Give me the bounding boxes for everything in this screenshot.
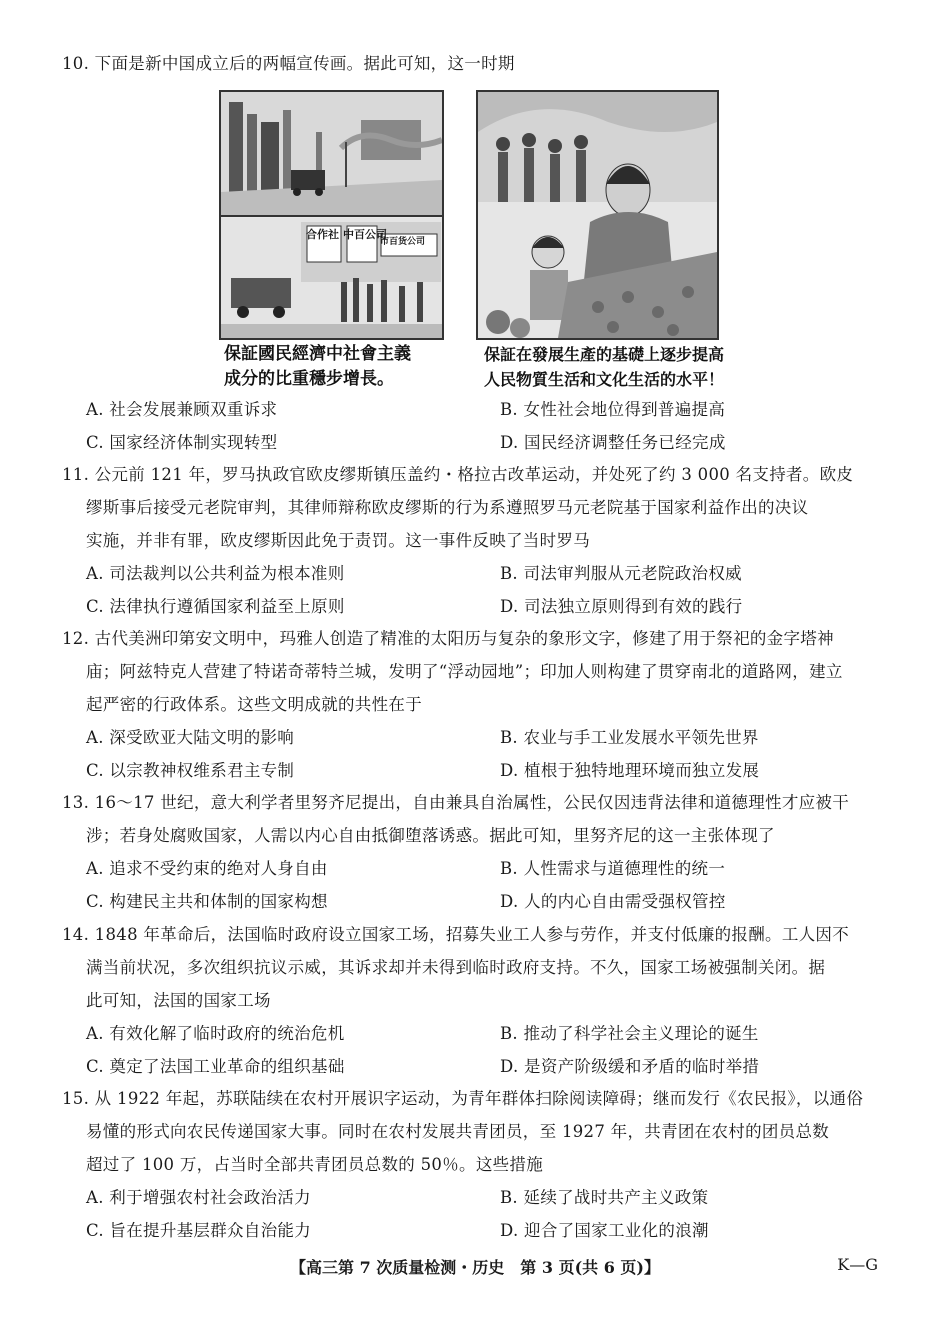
- option-a[interactable]: A. 司法裁判以公共利益为根本准则: [86, 564, 345, 583]
- option-c[interactable]: C. 奠定了法国工业革命的组织基础: [86, 1057, 345, 1076]
- question-11: [62, 458, 882, 623]
- stem-line: 15. 从 1922 年起，苏联陆续在农村开展识字运动，为青年群体扫除阅读障碍；继而发行《农民报》，以通俗: [62, 1089, 864, 1108]
- stem-line: 超过了 100 万，占当时全部共青团员总数的 50％。这些措施: [86, 1155, 544, 1174]
- question-stem: [62, 786, 882, 852]
- option-c[interactable]: C. 构建民主共和体制的国家构想: [86, 892, 328, 911]
- question-stem: [62, 458, 882, 557]
- option-a[interactable]: A. 深受欧亚大陆文明的影响: [86, 728, 295, 747]
- question-15: [62, 1082, 882, 1247]
- option-b[interactable]: B. 延续了战时共产主义政策: [500, 1188, 709, 1207]
- option-d[interactable]: D. 司法独立原则得到有效的践行: [500, 597, 743, 616]
- options-grid: [62, 393, 882, 459]
- option-b[interactable]: B. 司法审判服从元老院政治权威: [500, 564, 742, 583]
- poster-left-caption: 保証國民經濟中社會主義 成分的比重穩步增長。: [224, 344, 411, 389]
- question-stem: [62, 622, 882, 721]
- option-b[interactable]: B. 农业与手工业发展水平领先世界: [500, 728, 759, 747]
- option-b[interactable]: B. 推动了科学社会主义理论的诞生: [500, 1024, 759, 1043]
- shop-sign: 市百货公司: [380, 237, 426, 247]
- question-10-options: [62, 393, 882, 459]
- options-grid: [62, 852, 882, 918]
- question-stem: [62, 1082, 882, 1181]
- question-10: [62, 47, 882, 80]
- option-c[interactable]: C. 国家经济体制实现转型: [86, 433, 278, 452]
- options-grid: [62, 557, 882, 623]
- option-c[interactable]: C. 法律执行遵循国家利益至上原则: [86, 597, 345, 616]
- question-stem: [62, 47, 882, 80]
- option-d[interactable]: D. 植根于独特地理环境而独立发展: [500, 761, 760, 780]
- footer-code: K—G: [837, 1255, 878, 1274]
- stem-line: 14. 1848 年革命后，法国临时政府设立国家工场，招募失业工人参与劳作，并支付低廉的报酬。工人因不: [62, 925, 850, 944]
- stem-line: 此可知，法国的国家工场: [86, 991, 271, 1010]
- option-a[interactable]: A. 社会发展兼顾双重诉求: [86, 400, 278, 419]
- stem-line: 12. 古代美洲印第安文明中，玛雅人创造了精准的太阳历与复杂的象形文字，修建了用于祭祀的金字塔神: [62, 629, 834, 648]
- shop-sign: 中百公司: [343, 228, 387, 241]
- stem-line: 缪斯事后接受元老院审判，其律师辩称欧皮缪斯的行为系遵照罗马元老院基于国家利益作出的决议: [86, 498, 809, 517]
- options-grid: [62, 1181, 882, 1247]
- stem-line: 易懂的形式向农民传递国家大事。同时在农村发展共青团员，至 1927 年，共青团在农村的团员总数: [86, 1122, 830, 1141]
- stem-line: 11. 公元前 121 年，罗马执政官欧皮缪斯镇压盖约・格拉古改革运动，并处死了约 3 000 名支持者。欧皮: [62, 465, 854, 484]
- stem-line: 13. 16～17 世纪，意大利学者里努齐尼提出，自由兼具自治属性，公民仅因违背法律和道德理性才应被干: [62, 793, 850, 812]
- option-d[interactable]: D. 人的内心自由需受强权管控: [500, 892, 726, 911]
- stem-line: 实施，并非有罪，欧皮缪斯因此免于责罚。这一事件反映了当时罗马: [86, 531, 590, 550]
- option-a[interactable]: A. 追求不受约束的绝对人身自由: [86, 859, 328, 878]
- option-d[interactable]: D. 迎合了国家工业化的浪潮: [500, 1221, 709, 1240]
- poster-left-image: [219, 90, 444, 340]
- stem-line: 起严密的行政体系。这些文明成就的共性在于: [86, 695, 422, 714]
- option-a[interactable]: A. 有效化解了临时政府的统治危机: [86, 1024, 345, 1043]
- shop-sign: 合作社: [306, 228, 339, 241]
- question-12: [62, 622, 882, 787]
- options-grid: [62, 721, 882, 787]
- question-14: [62, 918, 882, 1083]
- option-b[interactable]: B. 女性社会地位得到普遍提高: [500, 400, 726, 419]
- option-a[interactable]: A. 利于增强农村社会政治活力: [86, 1188, 311, 1207]
- stem-line: 庙；阿兹特克人营建了特诺奇蒂特兰城，发明了“浮动园地”；印加人则构建了贯穿南北的道路网，建立: [86, 662, 843, 681]
- stem-line: 满当前状况，多次组织抗议示威，其诉求却并未得到临时政府支持。不久，国家工场被强制关闭。据: [86, 958, 826, 977]
- stem-line: 涉；若身处腐败国家，人需以内心自由抵御堕落诱惑。据此可知，里努齐尼的这一主张体现了: [86, 826, 775, 845]
- option-d[interactable]: D. 是资产阶级缓和矛盾的临时举措: [500, 1057, 760, 1076]
- option-b[interactable]: B. 人性需求与道德理性的统一: [500, 859, 726, 878]
- option-c[interactable]: C. 以宗教神权维系君主专制: [86, 761, 295, 780]
- option-d[interactable]: D. 国民经济调整任务已经完成: [500, 433, 726, 452]
- question-stem: [62, 918, 882, 1017]
- poster-right-image: [476, 90, 719, 340]
- options-grid: [62, 1017, 882, 1083]
- question-13: [62, 786, 882, 918]
- option-c[interactable]: C. 旨在提升基层群众自治能力: [86, 1221, 312, 1240]
- stem-line: 10. 下面是新中国成立后的两幅宣传画。据此可知，这一时期: [62, 54, 515, 73]
- poster-right-caption: 保証在發展生產的基礎上逐步提高 人民物質生活和文化生活的水平！: [484, 345, 725, 389]
- footer-title: 【高三第 7 次质量检测・历史 第 3 页(共 6 页)】: [290, 1258, 660, 1277]
